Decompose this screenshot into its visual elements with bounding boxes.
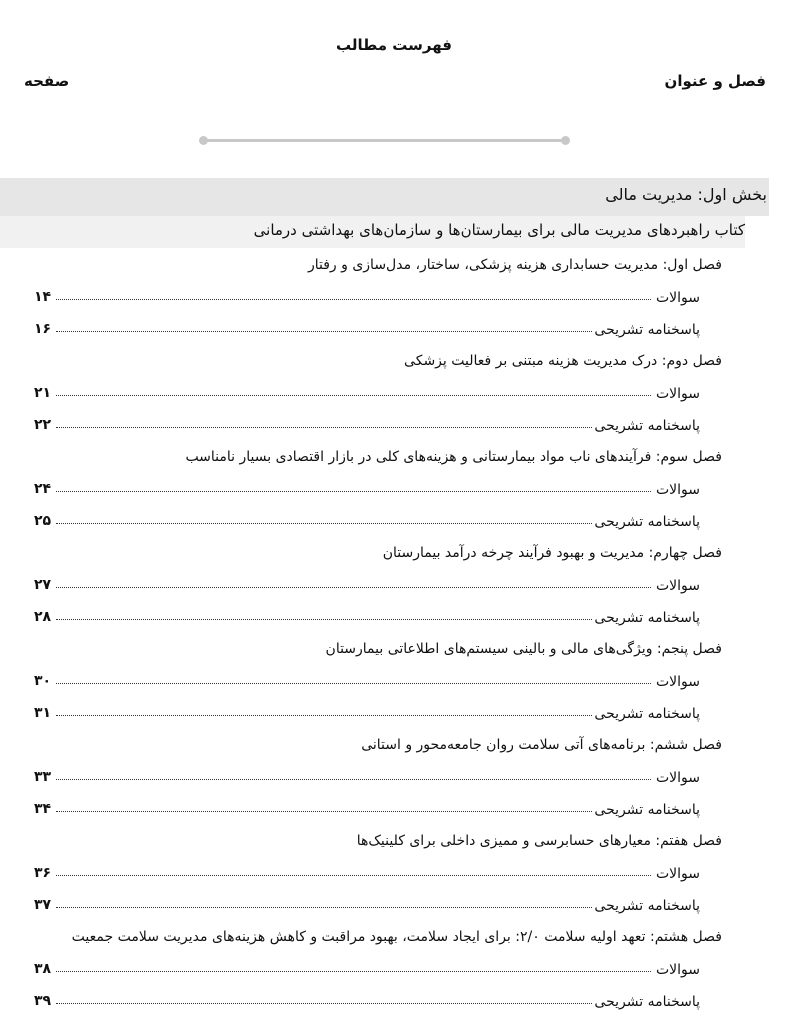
- chapter-title[interactable]: فصل پنجم: ویژگی‌های مالی و بالینی سیستم‌های اطلاعاتی بیمارستان: [325, 641, 722, 657]
- chapter-title[interactable]: فصل هشتم: تعهد اولیه سلامت ۲/۰: برای ایجاد سلامت، بهبود مراقبت و کاهش هزینه‌های مدیریت سلامت جمعیت: [71, 929, 722, 945]
- toc-entry-answers[interactable]: [0, 602, 788, 634]
- page-number: ۲۱: [34, 385, 52, 401]
- dot-leader: [56, 523, 598, 524]
- chapter-section: [0, 826, 788, 922]
- dot-leader: [56, 907, 598, 908]
- entry-label: سوالات: [654, 954, 700, 986]
- chapter-title[interactable]: فصل سوم: فرآیندهای ناب مواد بیمارستانی و هزینه‌های کلی در بازار اقتصادی بسیار نامناسب: [185, 449, 722, 465]
- page-number: ۳۴: [34, 801, 52, 817]
- toc-entry-answers[interactable]: [0, 410, 788, 442]
- dot-leader: [56, 683, 651, 684]
- dot-leader: [56, 619, 598, 620]
- book-heading: کتاب راهبردهای مدیریت مالی برای بیمارستان‌ها و سازمان‌های بهداشتی درمانی: [0, 216, 745, 248]
- page-number: ۲۷: [34, 577, 52, 593]
- divider-end-dot: [199, 136, 208, 145]
- chapter-section: [0, 538, 788, 634]
- entry-label: سوالات: [654, 762, 700, 794]
- dot-leader: [56, 779, 651, 780]
- entry-label: پاسخنامه تشریحی: [592, 794, 700, 826]
- toc-entry-questions[interactable]: [0, 474, 788, 506]
- page-number: ۳۱: [34, 705, 52, 721]
- toc-entry-questions[interactable]: [0, 954, 788, 986]
- dot-leader: [56, 491, 651, 492]
- entry-label: پاسخنامه تشریحی: [592, 602, 700, 634]
- dot-leader: [56, 427, 598, 428]
- entry-label: پاسخنامه تشریحی: [592, 314, 700, 346]
- page-title: فهرست مطالب: [336, 36, 452, 54]
- chapter-section: [0, 730, 788, 826]
- page-number: ۲۸: [34, 609, 52, 625]
- toc-entry-answers[interactable]: [0, 794, 788, 826]
- dot-leader: [56, 811, 598, 812]
- dot-leader: [56, 299, 651, 300]
- part-heading: بخش اول: مدیریت مالی: [0, 178, 769, 216]
- toc-entry-answers[interactable]: [0, 890, 788, 922]
- page-number: ۲۵: [34, 513, 52, 529]
- toc-entry-questions[interactable]: [0, 762, 788, 794]
- chapter-section: [0, 442, 788, 538]
- toc-entry-answers[interactable]: [0, 698, 788, 730]
- page-number: ۳۶: [34, 865, 52, 881]
- entry-label: سوالات: [654, 474, 700, 506]
- toc-list: [0, 250, 788, 1018]
- chapter-section: [0, 634, 788, 730]
- entry-label: سوالات: [654, 282, 700, 314]
- page-number: ۱۶: [34, 321, 52, 337]
- toc-entry-answers[interactable]: [0, 986, 788, 1018]
- entry-label: سوالات: [654, 666, 700, 698]
- chapter-title[interactable]: فصل دوم: درک مدیریت هزینه مبتنی بر فعالیت پزشکی: [404, 353, 722, 369]
- dot-leader: [56, 587, 651, 588]
- toc-entry-questions[interactable]: [0, 282, 788, 314]
- entry-label: پاسخنامه تشریحی: [592, 410, 700, 442]
- page-number: ۳۹: [34, 993, 52, 1009]
- entry-label: پاسخنامه تشریحی: [592, 986, 700, 1018]
- page-number: ۳۰: [34, 673, 52, 689]
- toc-entry-answers[interactable]: [0, 314, 788, 346]
- chapter-and-title-header: فصل و عنوان: [664, 72, 766, 90]
- dot-leader: [56, 971, 651, 972]
- chapter-title[interactable]: فصل چهارم: مدیریت و بهبود فرآیند چرخه درآمد بیمارستان: [382, 545, 722, 561]
- page-number: ۳۷: [34, 897, 52, 913]
- chapter-section: [0, 250, 788, 346]
- dot-leader: [56, 875, 651, 876]
- page-number: ۱۴: [34, 289, 52, 305]
- page-number: ۲۲: [34, 417, 52, 433]
- chapter-section: [0, 922, 788, 1018]
- divider-end-dot: [561, 136, 570, 145]
- decorative-divider: [203, 139, 566, 142]
- entry-label: سوالات: [654, 570, 700, 602]
- toc-entry-questions[interactable]: [0, 378, 788, 410]
- toc-entry-questions[interactable]: [0, 858, 788, 890]
- chapter-section: [0, 346, 788, 442]
- toc-entry-answers[interactable]: [0, 506, 788, 538]
- chapter-title[interactable]: فصل هفتم: معیارهای حسابرسی و ممیزی داخلی برای کلینیک‌ها: [356, 833, 722, 849]
- dot-leader: [56, 1003, 598, 1004]
- toc-entry-questions[interactable]: [0, 666, 788, 698]
- dot-leader: [56, 715, 598, 716]
- page-number: ۲۴: [34, 481, 52, 497]
- entry-label: سوالات: [654, 378, 700, 410]
- page-number-header: صفحه: [24, 72, 70, 90]
- toc-entry-questions[interactable]: [0, 570, 788, 602]
- chapter-title[interactable]: فصل اول: مدیریت حسابداری هزینه پزشکی، ساختار، مدل‌سازی و رفتار: [307, 257, 722, 273]
- entry-label: پاسخنامه تشریحی: [592, 506, 700, 538]
- chapter-title[interactable]: فصل ششم: برنامه‌های آتی سلامت روان جامعه‌محور و استانی: [361, 737, 722, 753]
- page-number: ۳۳: [34, 769, 52, 785]
- dot-leader: [56, 331, 598, 332]
- page-number: ۳۸: [34, 961, 52, 977]
- entry-label: سوالات: [654, 858, 700, 890]
- entry-label: پاسخنامه تشریحی: [592, 698, 700, 730]
- entry-label: پاسخنامه تشریحی: [592, 890, 700, 922]
- dot-leader: [56, 395, 651, 396]
